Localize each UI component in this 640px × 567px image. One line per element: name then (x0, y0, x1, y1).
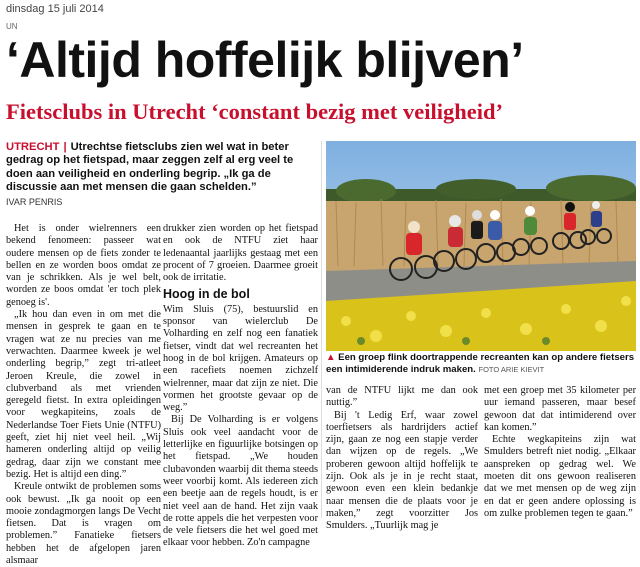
intertitle: Hoog in de bol (163, 287, 250, 302)
paragraph: Bij De Volharding is er volgens Sluis ook veel aandacht voor de letterlijke en figuurlijke botsingen op het fietspad. „We houden clubavonden waarbij dit thema steeds weer voorbij komt. Als iedereen zich een beetje aan de regels houdt, is er niet veel aan de hand. Het zijn vaak de rotte appels die het verpesten voor de vele fietsers die het wel goed met elkaar voor hebben. Zo'n campagne (163, 414, 318, 549)
photo-caption (326, 352, 636, 375)
subheadline: Fietsclubs in Utrecht ‘constant bezig met veiligheid’ (6, 99, 504, 124)
article-column-1 (6, 223, 161, 567)
caption-triangle-icon: ▲ (326, 352, 336, 363)
paragraph: Wim Sluis (75), bestuurslid en sponsor van wielerclub De Volharding en zelf nog een fanatiek fietser, vindt dat wel recreanten het hoog in de bol krijgen. Amateurs op een racefiets noemen zichzelf wielrenner, maar dat zijn ze niet. Die vormen het grootste gevaar op de weg.” (163, 303, 318, 414)
caption-text: Een groep flink doortrappende recreanten kan op andere fietsers een intimiderende indruk maken. (326, 352, 635, 375)
article-column-3 (326, 385, 478, 533)
paragraph: Het is onder wielrenners een bekend fenomeen: passeer wat oudere mensen op de fiets zonder te bellen en ze worden boos omdat ze van je schrikken. Als je wel belt, worden ze boos omdat 'er toch plek genoeg is'. (6, 223, 161, 308)
lead-paragraph (6, 141, 322, 194)
paragraph: „Ik hou dan even in om met die mensen in gesprek te gaan en te vragen wat ze nu precies van me verwachten. Daarmee kweek je wel onderling begrip,” zegt tri-atleet Jeroen Kreule, die zowel in clubverband als met vrienden geregeld fietst. In extra opleidingen voor wegkapiteins, zoals de Nederlandse Toer Fiets Unie (NTFU) geeft, ziet hij niet veel heil. „Wij hameren onderling altijd op veilig gedrag, daar zijn we constant mee bezig. Het is altijd een ding.” (6, 309, 161, 480)
lead-text: Utrechtse fietsclubs zien wel wat in beter gedrag op het fietspad, maar zeggen zelf al erg veel te doen aan veiligheid en onderling begrip. „Ik ga de discussie aan met mensen die gaan schelden.” (6, 141, 294, 193)
photo-credit: FOTO ARIE KIEVIT (478, 364, 545, 374)
paragraph: Bij 't Ledig Erf, waar zowel toerfietsers als hardrijders actief zijn, gaan ze nog een stapje verder dan wijzen op de regels. „We proberen gewoon altijd hoffelijk te zijn. Ook als je in je recht staat, gewoon even een klein bedankje naar mensen die de plaats voor je maken,” zegt voorzitter Jos Smulders. „Tuurlijk mag je (326, 409, 478, 532)
byline: IVAR PENRIS (6, 197, 63, 207)
paragraph: met een groep met 35 kilometer per uur iemand passeren, maar besef gewoon dat dat intimiderend over kan komen.” (484, 385, 636, 433)
dateline-place: UTRECHT (6, 141, 60, 153)
publication-date: dinsdag 15 juli 2014 (6, 3, 104, 15)
article-column-4 (484, 385, 636, 520)
headline: ‘Altijd hoffelijk blijven’ (6, 32, 524, 88)
cyclists-photo (326, 141, 636, 351)
column-divider (321, 141, 322, 518)
paragraph: van de NTFU lijkt me dan ook nuttig.” (326, 385, 478, 409)
paragraph: Echte wegkapiteins zijn wat Smulders betreft niet nodig. „Elkaar aanspreken op gedrag wel. We moeten dit ons gewoon realiseren dat we met mensen op de weg zijn en dat er geen andere oplossing is om zulke problemen tegen te gaan.” (484, 434, 636, 519)
cyclists-photo-illustration (326, 141, 636, 351)
paragraph: Kreule ontwikt de problemen soms ook bewust. „Ik ga nooit op een mooie zondagmorgen langs De Vecht fietsen. Dat is vragen om problemen.” Fanatieke fietsers hebben het de afgelopen jaren alsmaar (6, 481, 161, 567)
article-column-2 (163, 223, 318, 550)
dateline-separator: | (63, 141, 67, 153)
edition-label: UN (6, 22, 18, 31)
paragraph: drukker zien worden op het fietspad en ook de NTFU ziet haar ledenaantal jaarlijks gestaag met een procent of 7 groeien. Daarmee groeit ook de irritatie. (163, 223, 318, 284)
